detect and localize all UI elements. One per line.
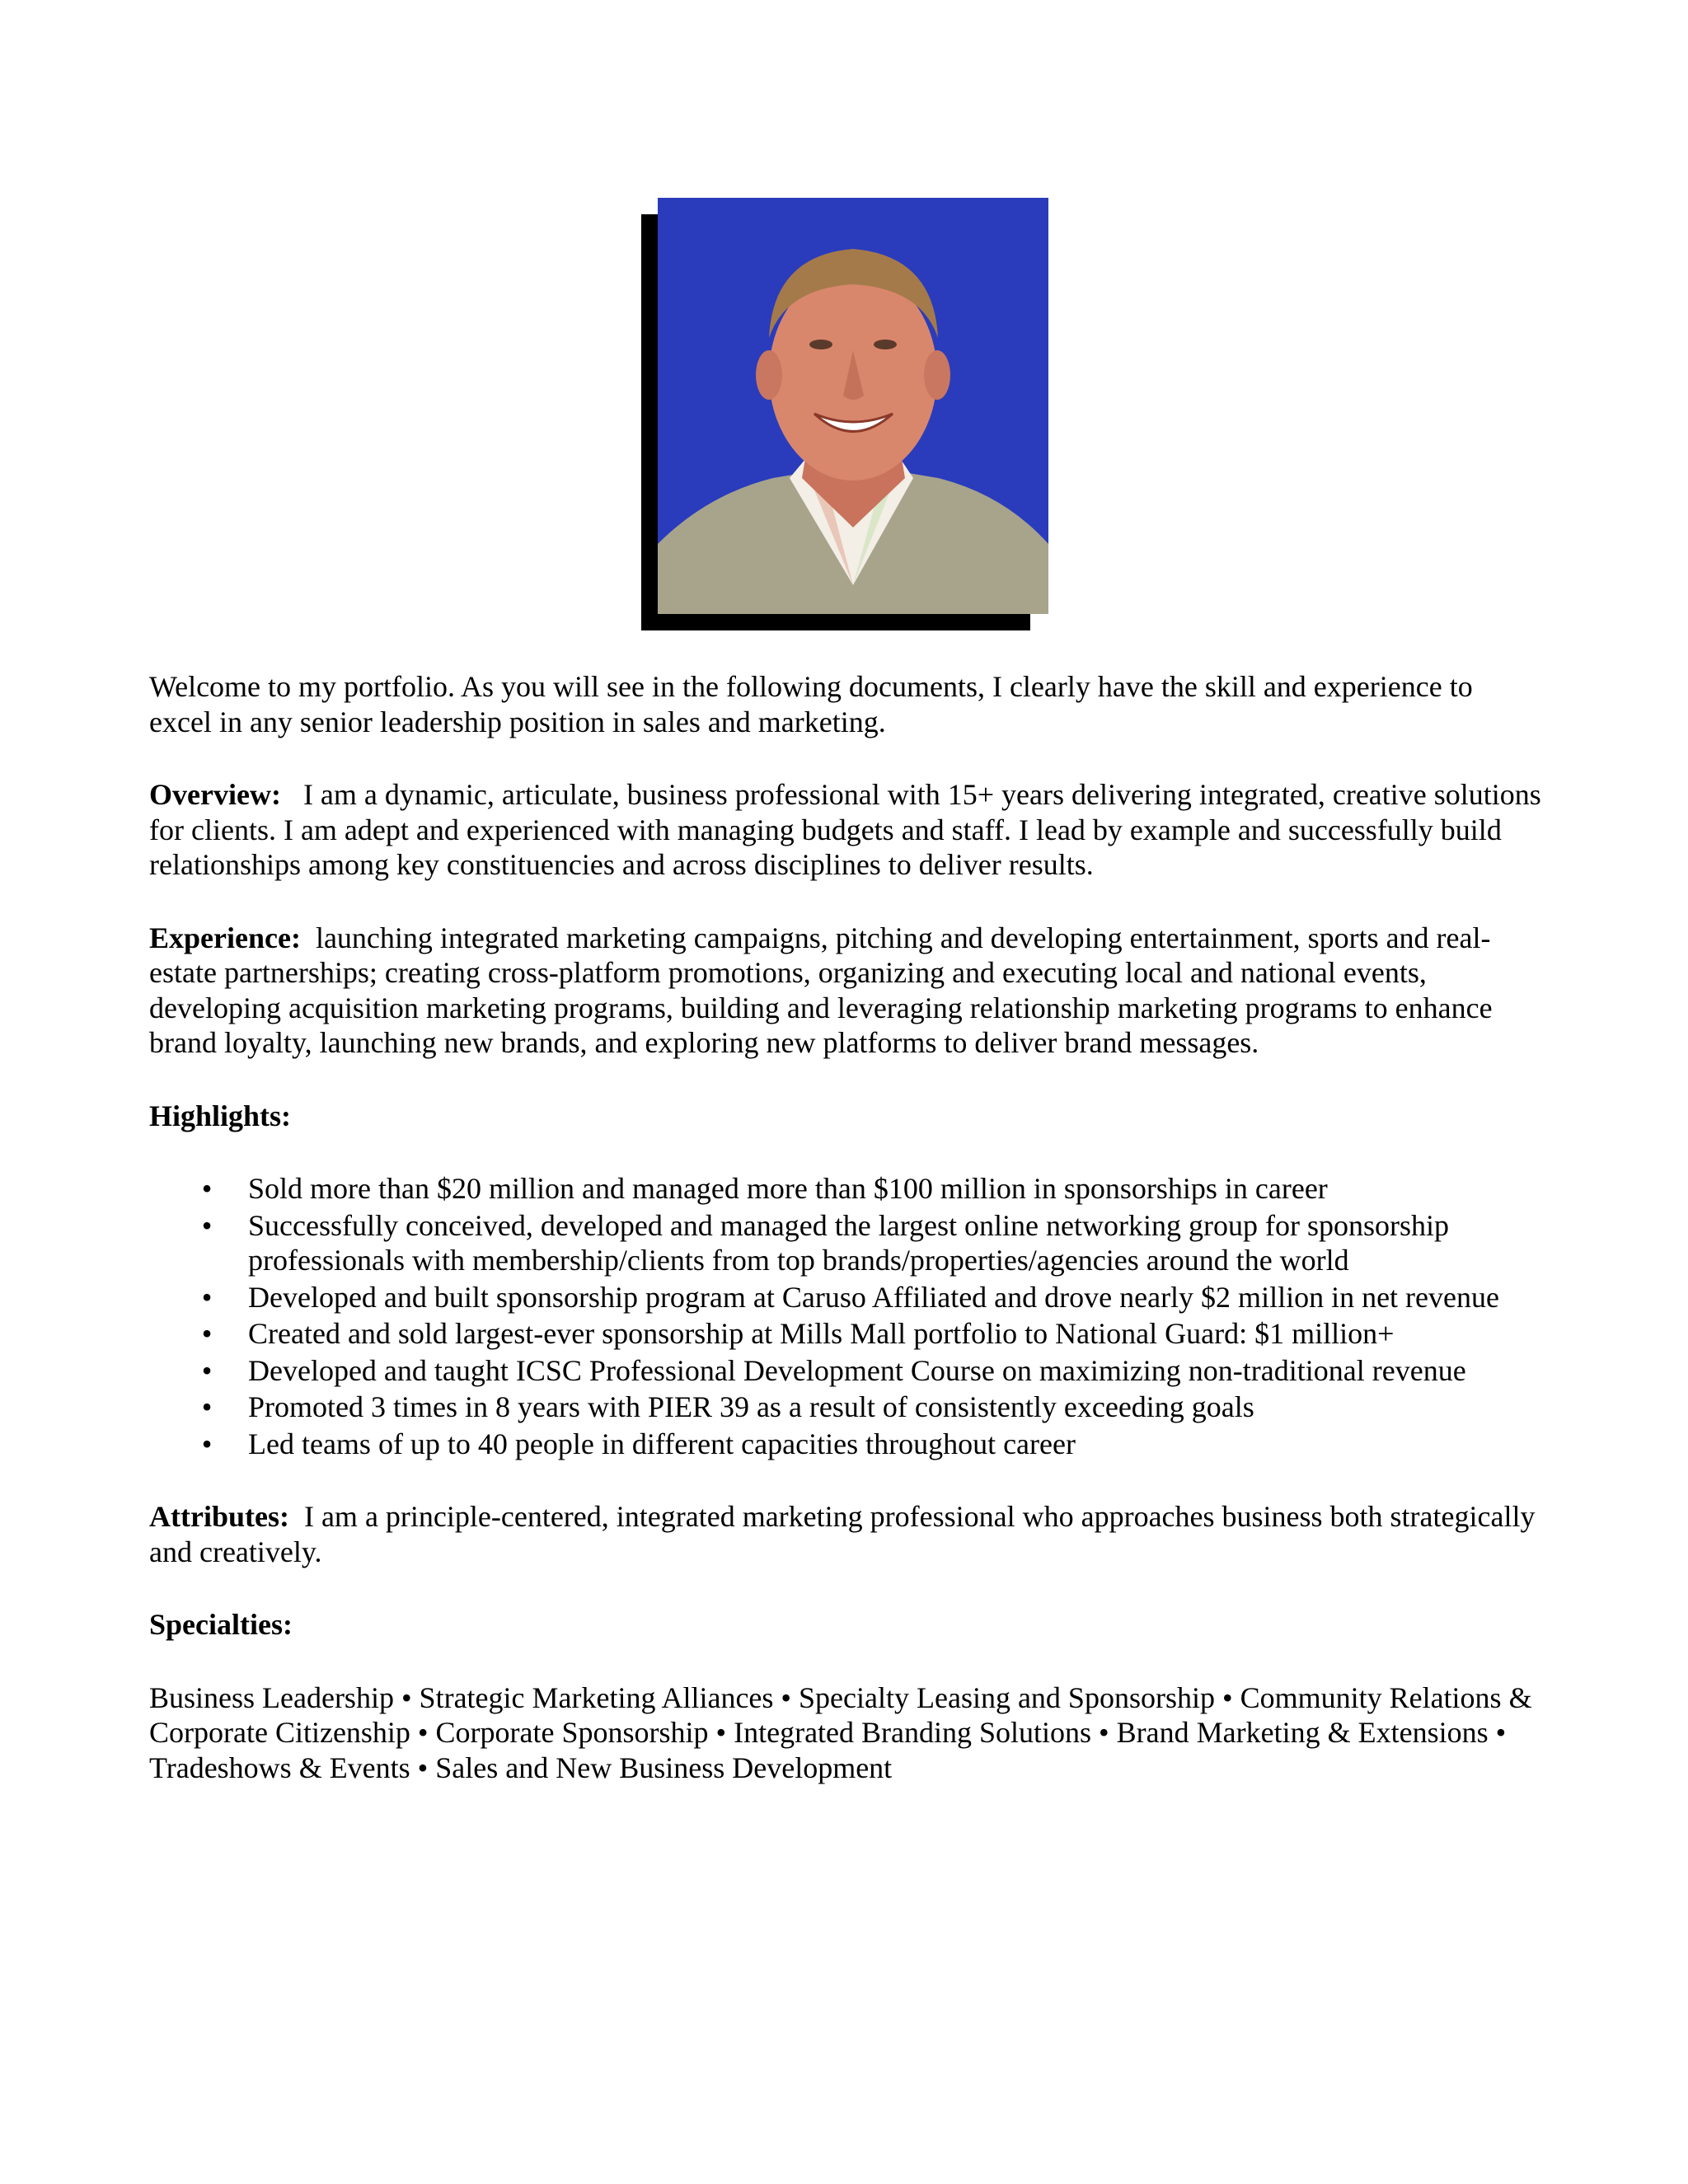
bullet-icon: • (201, 1280, 213, 1314)
intro-paragraph: Welcome to my portfolio. As you will see in the following documents, I clearly have the skill and experience to excel in any senior leadership position in sales and marketing. (149, 670, 1473, 738)
bullet-icon: • (201, 1172, 213, 1205)
bullet-icon: • (201, 1317, 213, 1350)
overview-label: Overview: (149, 778, 281, 811)
highlight-text: Promoted 3 times in 8 years with PIER 39 as a result of consistently exceeding goals (248, 1390, 1254, 1423)
profile-photo (641, 198, 1048, 630)
attributes-paragraph (149, 1499, 1542, 1569)
attributes-text: I am a principle-centered, integrated marketing professional who approaches business both strategically and creatively. (149, 1500, 1536, 1568)
bullet-icon: • (201, 1208, 213, 1242)
headshot-illustration (658, 198, 1048, 614)
list-item (149, 1353, 1542, 1389)
overview-paragraph (149, 777, 1542, 883)
list-item (149, 1390, 1542, 1425)
headshot-image (658, 198, 1048, 614)
bullet-icon: • (201, 1353, 213, 1387)
specialties-heading: Specialties: (149, 1608, 293, 1641)
highlight-text: Developed and taught ICSC Professional Development Course on maximizing non-traditional revenue (248, 1353, 1466, 1387)
overview-text: I am a dynamic, articulate, business professional with 15+ years delivering integrated, creative solutions for clients. I am adept and experienced with managing budgets and staff. I lead by example and successfully build relationships among key constituencies and across disciplines to deliver results. (149, 778, 1541, 881)
highlights-list (149, 1171, 1542, 1461)
list-item (149, 1171, 1542, 1207)
highlight-text: Sold more than $20 million and managed more than $100 million in sponsorships in career (248, 1172, 1328, 1205)
highlight-text: Successfully conceived, developed and managed the largest online networking group for sponsorship professionals with membership/clients from top brands/properties/agencies around the world (248, 1208, 1449, 1277)
bullet-icon: • (201, 1427, 213, 1460)
experience-text: launching integrated marketing campaigns, pitching and developing entertainment, sports and real-estate partnerships; creating cross-platform promotions, organizing and executing local and national events, developing acquisition marketing programs, building and leveraging relationship marketing programs to enhance brand loyalty, launching new brands, and exploring new platforms to deliver brand messages. (149, 921, 1493, 1059)
attributes-label: Attributes: (149, 1500, 289, 1533)
list-item (149, 1280, 1542, 1315)
highlights-heading: Highlights: (149, 1099, 292, 1132)
experience-paragraph (149, 921, 1542, 1061)
highlight-text: Created and sold largest-ever sponsorship at Mills Mall portfolio to National Guard: $1 million+ (248, 1317, 1395, 1350)
highlight-text: Developed and built sponsorship program at Caruso Affiliated and drove nearly $2 million in net revenue (248, 1280, 1499, 1314)
list-item (149, 1427, 1542, 1462)
specialties-paragraph: Business Leadership • Strategic Marketing Alliances • Specialty Leasing and Sponsorship • Community Relations & Corporate Citizenship • Corporate Sponsorship • Integrated Branding Solutions • Brand Marketing & Extensions • Tradeshows & Events • Sales and New Business Development (149, 1680, 1532, 1784)
experience-label: Experience: (149, 921, 301, 954)
list-item (149, 1316, 1542, 1352)
list-item (149, 1208, 1542, 1278)
portfolio-document (149, 669, 1542, 1823)
bullet-icon: • (201, 1390, 213, 1423)
highlight-text: Led teams of up to 40 people in different capacities throughout career (248, 1427, 1076, 1460)
